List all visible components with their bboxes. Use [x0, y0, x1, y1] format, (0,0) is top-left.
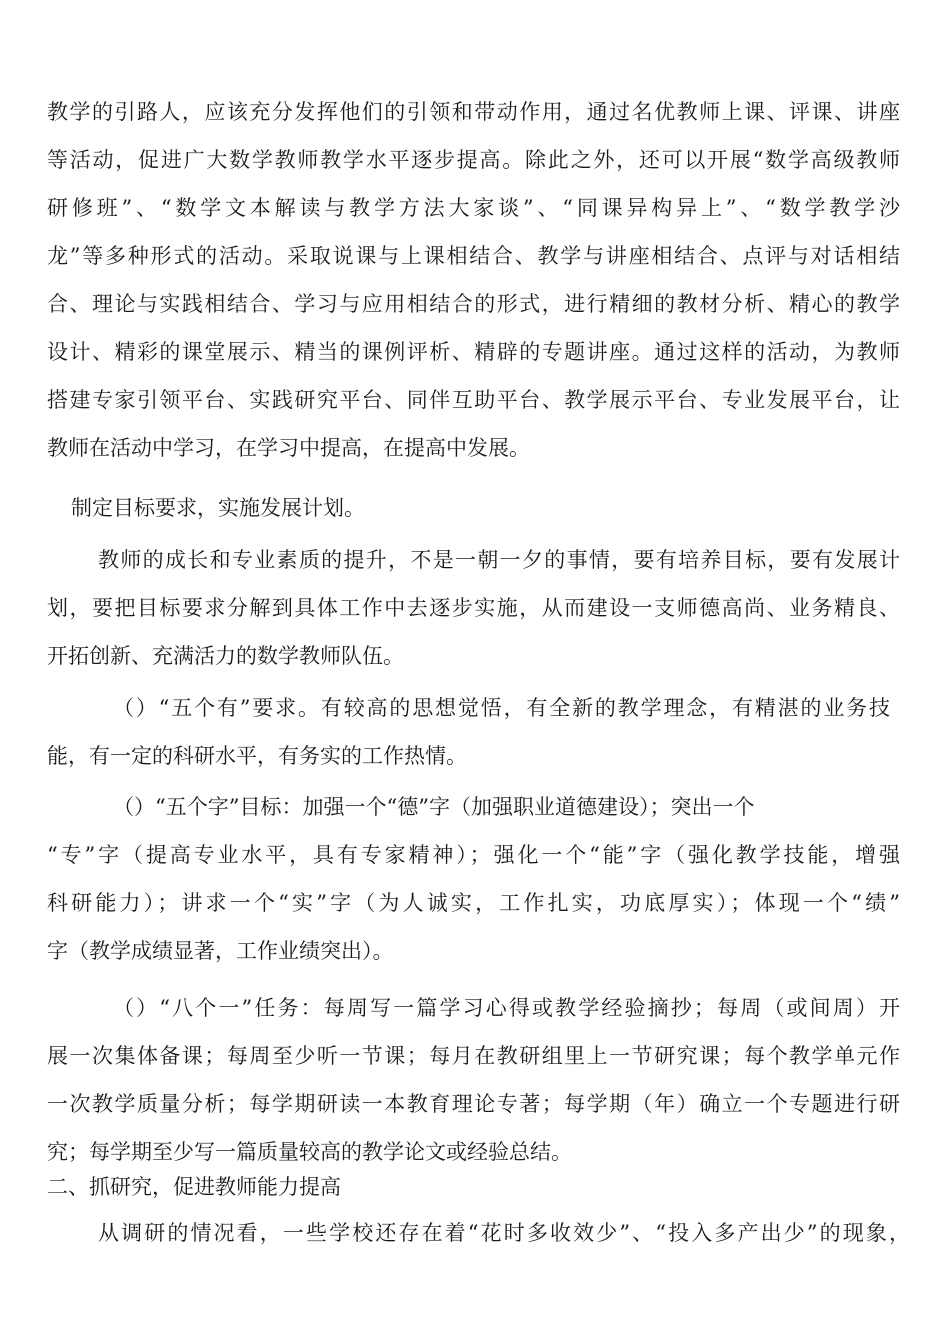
- text-line: 一次教学质量分析；每学期研读一本教育理论专著；每学期（年）确立一个专题进行研: [47, 1092, 900, 1116]
- paragraph-intro-continuation: [47, 88, 900, 472]
- paragraph-goals-body: [47, 536, 900, 680]
- text-line: 教学的引路人，应该充分发挥他们的引领和带动作用，通过名优教师上课、评课、讲座: [47, 100, 900, 124]
- text-line: （）“五个字”目标：加强一个“德”字（加强职业道德建设）；突出一个: [113, 795, 755, 819]
- text-line: 等活动，促进广大数学教师教学水平逐步提高。除此之外，还可以开展“数学高级教师: [47, 148, 900, 172]
- text-line: 划，要把目标要求分解到具体工作中去逐步实施，从而建设一支师德高尚、业务精良、: [47, 596, 900, 620]
- text-line: “专”字（提高专业水平，具有专家精神）；强化一个“能”字（强化教学技能，增强: [47, 843, 900, 867]
- text-line: 合、理论与实践相结合、学习与应用相结合的形式，进行精细的教材分析、精心的教学: [47, 292, 900, 316]
- text-line: （）“五个有”要求。有较高的思想觉悟，有全新的教学理念，有精湛的业务技: [113, 696, 890, 720]
- text-line: 搭建专家引领平台、实践研究平台、同伴互助平台、教学展示平台、专业发展平台，让: [47, 388, 900, 412]
- section-two-heading: [47, 1165, 341, 1209]
- text-line: 开拓创新、充满活力的数学教师队伍。: [47, 644, 404, 668]
- text-line: 研修班”、“数学文本解读与教学方法大家谈”、“同课异构异上”、“数学教学沙: [47, 196, 900, 220]
- text-line: 字（教学成绩显著，工作业绩突出）。: [47, 939, 394, 963]
- text-line: 究；每学期至少写一篇质量较高的教学论文或经验总结。: [47, 1140, 572, 1164]
- heading-text: 制定目标要求，实施发展计划。: [71, 496, 365, 520]
- text-line: 展一次集体备课；每周至少听一节课；每月在教研组里上一节研究课；每个教学单元作: [47, 1044, 900, 1068]
- text-line: 能，有一定的科研水平，有务实的工作热情。: [47, 744, 467, 768]
- text-line: 从调研的情况看，一些学校还存在着“花时多收效少”、“投入多产出少”的现象，: [98, 1221, 910, 1245]
- text-line: 教师的成长和专业素质的提升，不是一朝一夕的事情，要有培养目标，要有发展计: [98, 548, 900, 572]
- heading-goals: [71, 484, 365, 532]
- text-line: 教师在活动中学习，在学习中提高，在提高中发展。: [47, 436, 530, 460]
- heading-text: 二、抓研究，促进教师能力提高: [47, 1175, 341, 1199]
- text-line: 龙”等多种形式的活动。采取说课与上课相结合、教学与讲座相结合、点评与对话相结: [47, 244, 900, 268]
- paragraph-eight-ones: [47, 984, 900, 1176]
- paragraph-section-two-body: [47, 1209, 910, 1257]
- paragraph-five-words: [47, 783, 900, 975]
- text-line: 科研能力）；讲求一个“实”字（为人诚实，工作扎实，功底厚实）；体现一个“绩”: [47, 891, 900, 915]
- text-line: 设计、精彩的课堂展示、精当的课例评析、精辟的专题讲座。通过这样的活动，为教师: [47, 340, 900, 364]
- text-line: （）“八个一”任务：每周写一篇学习心得或教学经验摘抄；每周（或间周）开: [113, 996, 900, 1020]
- paragraph-five-haves: [47, 684, 890, 780]
